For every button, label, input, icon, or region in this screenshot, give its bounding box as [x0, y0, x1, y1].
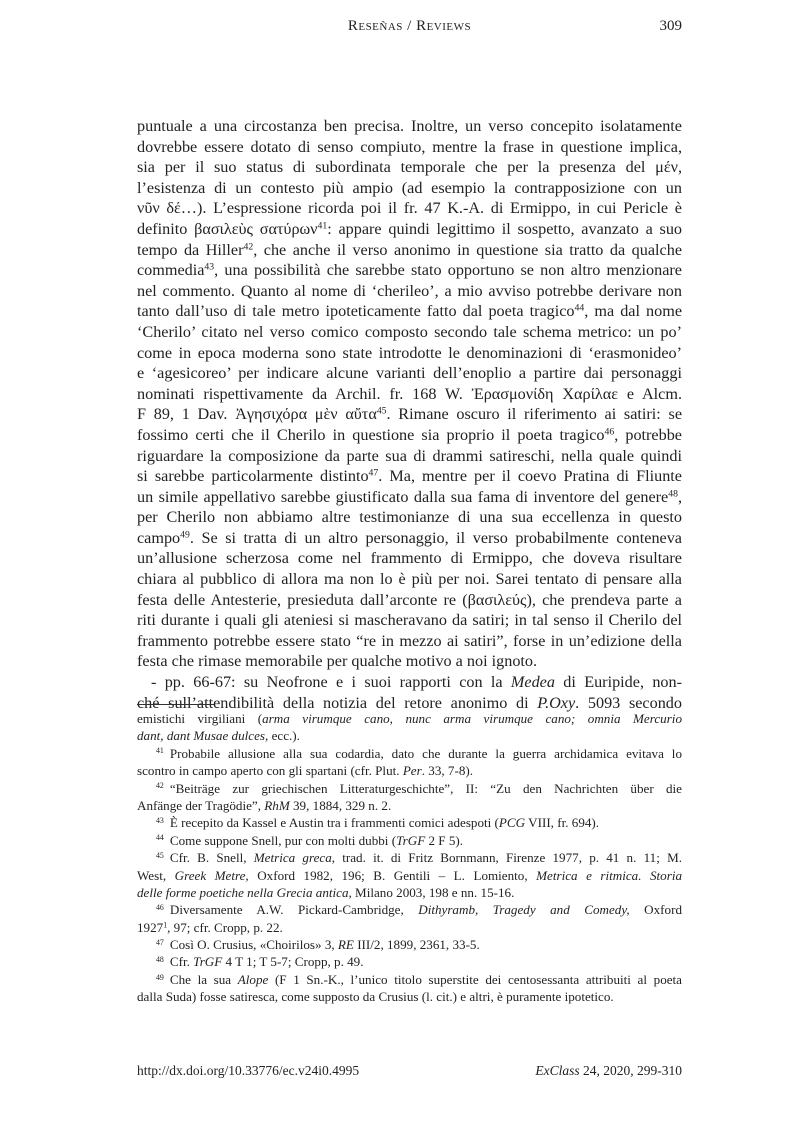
body-line [137, 116, 682, 137]
body-text [137, 116, 682, 713]
text-run: , una possibilità che sarebbe stato opportuno se non altro menzionare [214, 261, 682, 280]
footnote-ref[interactable]: 42 [156, 781, 164, 791]
footnote-line [137, 919, 682, 936]
italic-text: dant, dant Musae dulces, [137, 728, 269, 744]
text-run: dovrebbe essere dotato di senso compiuto, mentre la frase in questione implica, [137, 137, 682, 156]
text-run: , 97; cfr. Cropp, p. 22. [167, 919, 283, 935]
text-run: VIII, fr. 694). [525, 815, 600, 831]
body-line [137, 322, 682, 343]
text-run: tempo da Hiller [137, 240, 244, 259]
footnote-line [137, 988, 682, 1005]
text-run: fossimo certi che il Cherilo in questione sia proprio il poeta tragico [137, 425, 605, 444]
body-line [137, 548, 682, 569]
text-run: (F 1 Sn.-K., l’unico titolo superstite dei centosessanta attribuiti al poeta [268, 971, 682, 987]
text-run: chiara al pubblico di allora ma non lo è più per noi. Sarei tentato di pensare alla [137, 570, 682, 589]
text-run: 4 T 1; T 5-7; Cropp, p. 49. [222, 954, 364, 970]
text-run: Oxford [629, 902, 682, 918]
body-line [137, 363, 682, 384]
text-run: Cfr. B. Snell, [169, 850, 254, 866]
footnote-line [137, 832, 682, 849]
footnote-ref[interactable]: 48 [156, 955, 164, 965]
italic-text: Metrica greca [253, 850, 332, 866]
footnote-line [137, 849, 682, 866]
text-run: di Euripide, non- [554, 673, 682, 692]
italic-text: PCG [498, 815, 526, 831]
body-line [137, 425, 682, 446]
footnote-line [137, 814, 682, 831]
footnote-ref[interactable]: 45 [156, 850, 164, 860]
text-run: per Cherilo non abbiamo altre testimonianze di una sua eccellenza in questo [137, 508, 682, 527]
text-run: . Rimane oscuro il riferimento ai satiri: se [386, 405, 683, 424]
text-run: . Ma, mentre per il coevo Pratina di Fliunte [378, 467, 682, 486]
italic-text: Alope [237, 971, 269, 987]
text-run: . 33, 7-8). [421, 763, 473, 779]
italic-text: RhM [264, 797, 290, 813]
footnote-ref[interactable]: 49 [180, 529, 190, 541]
text-run: Che la sua [169, 971, 238, 987]
footnote-line [137, 727, 682, 744]
text-run: Così O. Crusius, «Choirilos» 3, [169, 937, 338, 953]
text-run: : appare quindi legittimo il sospetto, avanzato a suo [327, 219, 683, 238]
footnotes [137, 710, 682, 1006]
footnote-ref[interactable]: 41 [156, 746, 164, 756]
text-run: un simile appellativo sarebbe giustificato dalla sua fama di inventore del genere [137, 487, 669, 506]
text-run: si sarebbe particolarmente distinto [137, 467, 369, 486]
text-run: campo [137, 528, 181, 547]
footnote-ref[interactable]: 43 [156, 816, 164, 826]
text-run: ecc.). [268, 728, 300, 744]
footnote-ref[interactable]: 1 [163, 920, 168, 930]
body-line [137, 137, 682, 158]
footnote-line [137, 762, 682, 779]
text-run: tanto dall’uso di tale metro ipoteticamente fatto dal poeta tragico [137, 302, 575, 321]
footnote-line [137, 780, 682, 797]
journal-name: ExClass [535, 1063, 580, 1078]
footnote-line [137, 745, 682, 762]
body-line [137, 466, 682, 487]
body-line [137, 384, 682, 405]
text-run: un’allusione scherzosa come nel frammento di Ermippo, che doveva risultare [137, 549, 682, 568]
footnote-line [137, 884, 682, 901]
text-run: l’esistenza di un contesto più ampio (ad esempio la contrapposizione con un [137, 178, 682, 197]
text-run: frammento potrebbe essere stato “re in mezzo ai satiri”, forse in un’edizione della [137, 631, 682, 650]
text-run: , [677, 487, 682, 506]
footnote-ref[interactable]: 47 [368, 467, 379, 479]
text-run: sia per il suo status di subordinata temporale che per la presenza del μέν, [137, 158, 682, 177]
body-line [137, 260, 682, 281]
body-line [137, 157, 682, 178]
footnote-ref[interactable]: 44 [574, 303, 585, 314]
body-line [137, 651, 682, 672]
italic-text: TrGF [396, 832, 426, 848]
footnote-line [137, 710, 682, 727]
text-run: Come suppone Snell, pur con molti dubbi ( [169, 832, 397, 848]
text-run: 1927 [137, 919, 164, 935]
running-header [137, 18, 682, 38]
footnote-ref[interactable]: 46 [604, 426, 615, 438]
text-run: È recepito da Kassel e Austin tra i frammenti comici adespoti ( [169, 815, 499, 831]
body-line [137, 507, 682, 528]
footnote-line [137, 971, 682, 988]
footnote-line [137, 901, 682, 918]
text-run: scontro in campo aperto con gli spartani (cfr. Plut. [137, 763, 403, 779]
text-run: III/2, 1899, 2361, 33-5. [353, 937, 480, 953]
text-run: commedia [137, 261, 205, 280]
italic-text: Medea [510, 673, 555, 692]
italic-text: P.Oxy [537, 693, 576, 712]
body-line [137, 610, 682, 631]
footnote-ref[interactable]: 44 [156, 833, 164, 843]
footnote-ref[interactable]: 46 [156, 902, 164, 912]
italic-text: Per [402, 763, 422, 779]
italic-text: TrGF [193, 954, 223, 970]
text-run: come in epoca moderna sono state introdotte le denominazioni di ‘erasmonideo’ [137, 343, 682, 362]
footnote-ref[interactable]: 49 [156, 972, 164, 982]
text-run: ‘Cherilo’ citato nel verso comico composto secondo tale schema metrico: un po’ [137, 322, 682, 341]
body-line [137, 528, 682, 549]
body-line [137, 178, 682, 199]
text-run: 39, 1884, 329 n. 2. [289, 797, 392, 813]
italic-text: RE [337, 937, 354, 953]
text-run: riti durante i quali gli ateniesi si mascheravano da satiri; in tal senso il Cherilo del [137, 611, 682, 630]
text-run: Diversamente A.W. Pickard-Cambridge, [169, 902, 419, 918]
doi-link[interactable]: http://dx.doi.org/10.33776/ec.v24i0.4995 [137, 1063, 360, 1078]
italic-text: Dithyramb, Tragedy and Comedy, [418, 902, 630, 918]
text-run: , potrebbe [614, 425, 682, 444]
body-line [137, 590, 682, 611]
text-run: Oxford 1982, 196; B. Gentili – L. Lomiento, [248, 867, 537, 883]
text-run: festa che rimase memorabile per qualche motivo a noi ignoto. [137, 652, 538, 671]
text-run: 2 F 5). [425, 832, 464, 848]
text-run: festa delle Antesterie, presieduta dall’arconte re (βασιλεύς), che prendeva parte a [137, 590, 682, 609]
body-line [137, 672, 682, 693]
body-line [137, 343, 682, 364]
text-run: emistichi virgiliani ( [137, 711, 263, 726]
italic-text: delle forme poetiche nella Grecia antica, [137, 884, 352, 900]
italic-text: Greek Metre, [174, 867, 249, 883]
journal-volume: 24, 2020, 299-310 [579, 1063, 682, 1078]
text-run: F 89, 1 Dav. Ἀγησιχόρα μὲν αὔτα [137, 405, 377, 424]
text-run: dalla Suda) fosse satiresca, come supposto da Crusius (l. cit.) e altri, è puramente ipotetico. [137, 989, 614, 1005]
footnote-ref[interactable]: 48 [668, 488, 678, 500]
text-run: nominati rispettivamente da Archil. fr. 168 W. Ἐρασμονίδη Χαρίλαε e Alcm. [137, 384, 682, 403]
body-line [137, 631, 682, 652]
text-run: , che anche il verso anonimo in questione sia tratto da qualche [253, 240, 683, 259]
footnote-ref[interactable]: 42 [243, 241, 254, 253]
footnote-ref[interactable]: 45 [376, 405, 387, 417]
italic-text: arma virumque cano, nunc arma virumque cano; omnia Mercurio [262, 711, 682, 726]
footnote-line [137, 953, 682, 970]
body-line [137, 569, 682, 590]
footnote-ref[interactable]: 47 [156, 937, 164, 947]
body-line [137, 281, 682, 302]
page-number: 309 [659, 18, 682, 34]
text-run: West, [137, 867, 175, 883]
text-run: Anfänge der Tragödie”, [137, 797, 265, 813]
text-run: puntuale a una circostanza ben precisa. Inoltre, un verso concepito isolatamente [137, 117, 682, 135]
footnote-line [137, 797, 682, 814]
text-run: ché sull’attendibilità della notizia del retore anonimo di [137, 693, 538, 712]
italic-text: Metrica e ritmica. Storia [536, 867, 683, 883]
running-title: Reseñas / Reviews [347, 18, 472, 34]
text-run: νῦν δέ…). L’espressione ricorda poi il fr. 47 K.-A. di Ermippo, in cui Pericle è [137, 199, 682, 218]
text-run: e ‘agesicoreo’ per indicare alcune varianti dell’enoplio a partire dai personaggi [137, 364, 682, 383]
footnote-ref[interactable]: 41 [317, 220, 328, 232]
footnote-line [137, 936, 682, 953]
body-line [137, 487, 682, 508]
text-run: - pp. 66-67: su Neofrone e i suoi rapporti con la [151, 673, 511, 692]
body-line [137, 446, 682, 467]
body-line [137, 240, 682, 261]
footnote-separator [137, 704, 214, 705]
text-run: , ma dal nome [584, 302, 683, 321]
footnote-ref[interactable]: 43 [204, 261, 215, 273]
body-line [137, 219, 682, 240]
body-line [137, 301, 682, 322]
journal-citation [535, 1063, 682, 1079]
text-run: “Beiträge zur griechischen Litteraturgeschichte”, II: “Zu den Nachrichten über die [169, 780, 682, 796]
footnote-line [137, 867, 682, 884]
body-line [137, 404, 682, 425]
text-run: Probabile allusione alla sua codardia, dato che durante la guerra archidamica evitava lo [169, 745, 682, 761]
text-run: , trad. it. di Fritz Bornmann, Firenze 1977, p. 41 n. 11; M. [331, 850, 682, 866]
text-run: Milano 2003, 198 e nn. 15-16. [351, 884, 515, 900]
text-run: . Se si tratta di un altro personaggio, il verso probabilmente conteneva [189, 528, 682, 547]
text-run: definito βασιλεὺς σατύρων [137, 219, 318, 238]
text-run: riguardare la composizione da parte sua di drammi satireschi, nella quale quindi [137, 446, 682, 465]
text-run: Cfr. [169, 954, 194, 970]
text-run: . 5093 secondo [575, 693, 682, 712]
body-line [137, 198, 682, 219]
text-run: nel commento. Quanto al nome di ‘cherileo’, a mio avviso potrebbe derivare non [137, 281, 682, 300]
